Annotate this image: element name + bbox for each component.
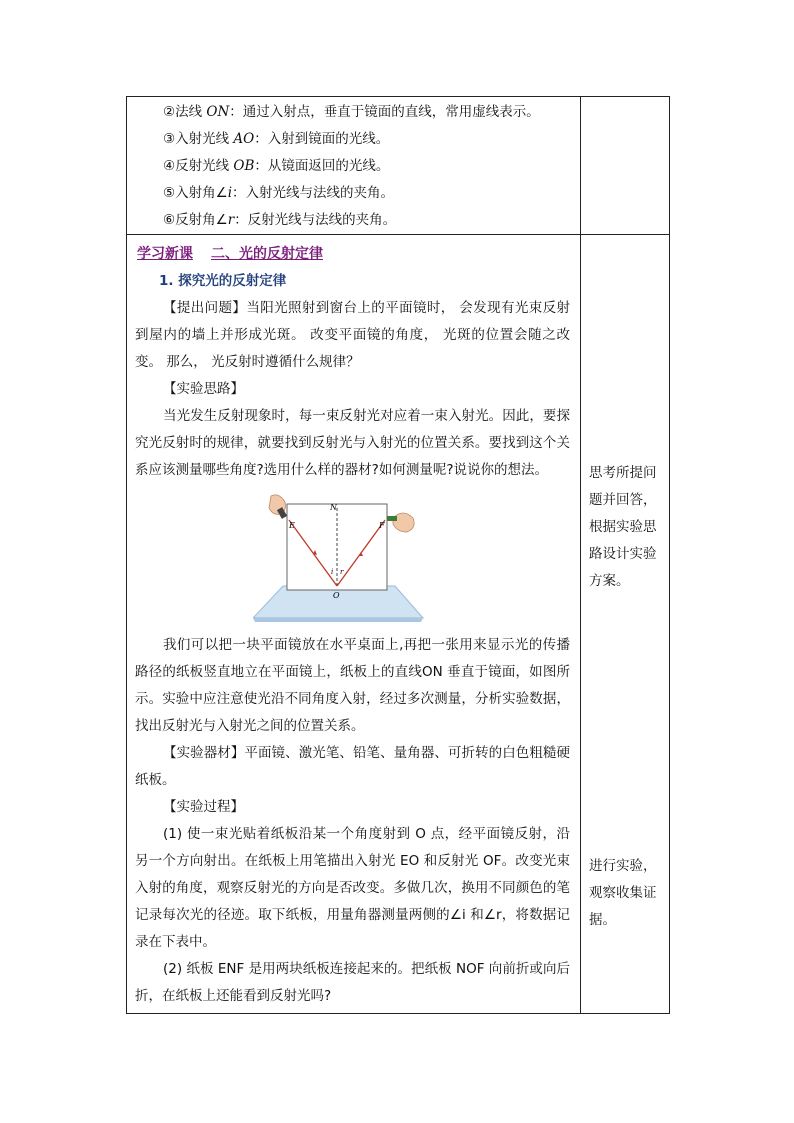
idea-paragraph: 当光发生反射现象时，每一束反射光对应着一束入射光。因此，要探究光反射时的规律，就要找到反射光与入射光的位置关系。要找到这个关系应该测量哪些角度?选用什么样的器材?如何测量呢?说说你的想法。 <box>135 408 570 478</box>
def-incident-ray: ③入射光线 AO：入射到镜面的光线。 <box>163 131 390 147</box>
lesson-row <box>127 235 669 1013</box>
label-o: O <box>332 591 340 600</box>
def-reflected-ray: ④反射光线 OB：从镜面返回的光线。 <box>163 158 390 174</box>
definitions-side-cell <box>581 97 669 234</box>
process-step-1: (1) 使一束光贴着纸板沿某一个角度射到 O 点，经平面镜反射，沿另一个方向射出。在纸板上用笔描出入射光 EO 和反射光 OF。改变光束入射的角度，观察反射光的方向是否改变。多做几次，换用不同颜色的笔记录每次光的径迹。取下纸板，用量角器测量两侧的∠i 和∠r，将数据记录在下表中。 <box>135 826 570 950</box>
process-step-2: (2) 纸板 ENF 是用两块纸板连接起来的。把纸板 NOF 向前折或向后折，在纸板上还能看到反射光吗? <box>135 961 570 1004</box>
label-f: F <box>378 521 385 530</box>
equipment-paragraph: 【实验器材】平面镜、激光笔、铅笔、量角器、可折转的白色粗糙硬纸板。 <box>135 745 571 788</box>
experiment-diagram <box>253 494 433 624</box>
label-n: N <box>329 503 337 512</box>
side-note-plan: 思考所提问题并回答，根据实验思路设计实验方案。 <box>589 465 657 589</box>
process-heading: 【实验过程】 <box>163 799 244 815</box>
lesson-table <box>126 96 670 1014</box>
def-reflection-angle: ⑥反射角∠r：反射光线与法线的夹角。 <box>163 212 397 228</box>
label-e: E <box>288 521 295 530</box>
def-normal: ②法线 ON：通过入射点，垂直于镜面的直线，常用虚线表示。 <box>163 104 540 120</box>
label-i: i <box>330 568 333 576</box>
definitions-row <box>127 97 669 235</box>
question-paragraph: 【提出问题】当阳光照射到窗台上的平面镜时， 会发现有光束反射到屋内的墙上并形成光斑。 改变平面镜的角度， 光斑的位置会随之改变。 那么， 光反射时遵循什么规律？ <box>135 300 571 370</box>
definitions-cell <box>127 97 581 234</box>
subsection-title: 1. 探究光的反射定律 <box>159 273 287 289</box>
label-r: r <box>339 568 343 576</box>
lesson-side-cell <box>581 235 669 1013</box>
section-title: 学习新课 二、光的反射定律 <box>137 246 323 262</box>
side-note-experiment: 进行实验，观察收集证据。 <box>589 858 657 928</box>
lesson-cell <box>127 235 581 1013</box>
reflection-experiment-figure <box>253 494 433 624</box>
idea-heading: 【实验思路】 <box>163 381 244 397</box>
def-incidence-angle: ⑤入射角∠i：入射光线与法线的夹角。 <box>163 185 395 201</box>
setup-paragraph: 我们可以把一块平面镜放在水平桌面上,再把一张用来显示光的传播路径的纸板竖直地立在平面镜上，纸板上的直线ON 垂直于镜面，如图所示。实验中应注意使光沿不同角度入射，经过多次测量，分析实验数据，找出反射光与入射光之间的位置关系。 <box>135 637 570 734</box>
